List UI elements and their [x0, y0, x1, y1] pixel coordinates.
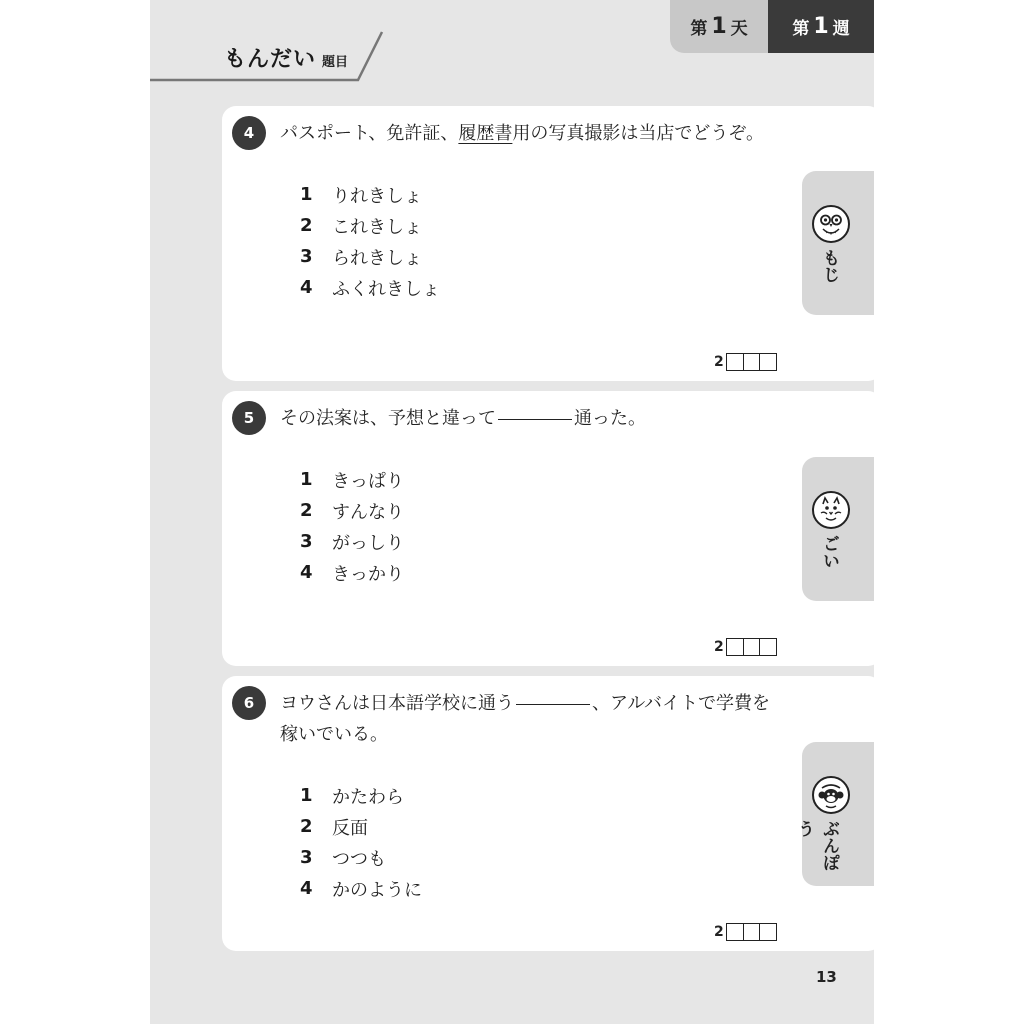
option-number: 2 [300, 500, 313, 521]
question-number-badge: 4 [232, 116, 266, 150]
option-label: きっぱり [332, 470, 404, 492]
question-text [280, 118, 800, 149]
question-text-part: 稼いでいる。 [280, 724, 388, 745]
underlined-word: 履歴書 [458, 123, 513, 144]
score-boxes [714, 923, 777, 941]
answer-options [300, 464, 404, 588]
option-number: 4 [300, 562, 313, 583]
check-box[interactable] [726, 923, 744, 941]
answer-option-4[interactable] [300, 873, 422, 904]
option-label: すんなり [332, 501, 404, 523]
question-card-5 [222, 391, 874, 666]
option-label: かのように [332, 879, 422, 901]
question-text-part: パスポート、免許証、 [280, 123, 459, 144]
side-tab-moji[interactable] [802, 171, 874, 315]
monkey-icon [812, 776, 850, 814]
option-label: つつも [332, 848, 386, 870]
score-points: 2 [714, 924, 724, 940]
check-box[interactable] [726, 353, 744, 371]
answer-options [300, 179, 440, 303]
answer-option-1[interactable] [300, 780, 422, 811]
check-box[interactable] [726, 638, 744, 656]
week-prefix: 第 [792, 19, 810, 39]
answer-option-3[interactable] [300, 241, 440, 272]
week-suffix: 週 [832, 19, 850, 39]
question-text-part: 通った。 [574, 408, 646, 429]
check-box[interactable] [743, 353, 761, 371]
check-box[interactable] [743, 923, 761, 941]
score-boxes [714, 638, 777, 656]
answer-option-1[interactable] [300, 179, 440, 210]
option-number: 2 [300, 816, 313, 837]
option-number: 4 [300, 878, 313, 899]
question-text [280, 403, 800, 434]
monkey-icon-graphic [814, 778, 848, 812]
day-suffix: 天 [730, 19, 748, 39]
option-number: 1 [300, 785, 313, 806]
option-label: がっしり [332, 532, 404, 554]
answer-option-4[interactable] [300, 272, 440, 303]
score-points: 2 [714, 639, 724, 655]
side-tab-goi[interactable] [802, 457, 874, 601]
option-label: きっかり [332, 563, 404, 585]
answer-options [300, 780, 422, 904]
owl-icon [812, 205, 850, 243]
section-title [150, 28, 390, 84]
squirrel-icon [812, 491, 850, 529]
week-tab [768, 0, 874, 53]
day-number: 1 [711, 14, 727, 39]
question-text-part: ヨウさんは日本語学校に通う [280, 693, 514, 714]
answer-blank [516, 703, 590, 705]
question-card-6 [222, 676, 874, 951]
score-points: 2 [714, 354, 724, 370]
question-card-4 [222, 106, 874, 381]
option-label: られきしょ [332, 247, 422, 269]
check-box[interactable] [759, 353, 777, 371]
option-label: 反面 [332, 817, 368, 839]
question-text-part: その法案は、予想と違って [280, 408, 496, 429]
question-number-badge: 6 [232, 686, 266, 720]
title-sub: 題目 [322, 55, 349, 70]
check-box[interactable] [759, 638, 777, 656]
option-number: 2 [300, 215, 313, 236]
check-box[interactable] [743, 638, 761, 656]
squirrel-icon-graphic [814, 493, 848, 527]
option-number: 3 [300, 246, 313, 267]
answer-option-3[interactable] [300, 842, 422, 873]
answer-option-2[interactable] [300, 210, 440, 241]
side-tab-label: もじ [819, 249, 839, 283]
option-number: 3 [300, 847, 313, 868]
option-label: かたわら [332, 786, 404, 808]
question-number-badge: 5 [232, 401, 266, 435]
question-text-part: 、アルバイトで学費を [592, 693, 771, 714]
day-prefix: 第 [690, 19, 708, 39]
question-text-part: 用の写真撮影は当店でどうぞ。 [512, 123, 765, 144]
option-label: ふくれきしょ [332, 278, 440, 300]
answer-blank [498, 418, 572, 420]
answer-option-2[interactable] [300, 811, 422, 842]
side-tab-label: ごい [819, 535, 839, 569]
day-tab [670, 0, 768, 53]
option-number: 1 [300, 469, 313, 490]
option-number: 1 [300, 184, 313, 205]
workbook-page [150, 0, 874, 1024]
owl-icon-graphic [814, 207, 848, 241]
answer-option-2[interactable] [300, 495, 404, 526]
score-boxes [714, 353, 777, 371]
answer-option-3[interactable] [300, 526, 404, 557]
check-box[interactable] [759, 923, 777, 941]
side-tab-bunpou[interactable] [794, 742, 874, 886]
answer-option-1[interactable] [300, 464, 404, 495]
answer-option-4[interactable] [300, 557, 404, 588]
question-text [280, 688, 800, 750]
option-label: これきしょ [332, 216, 422, 238]
option-number: 4 [300, 277, 313, 298]
week-number: 1 [813, 14, 829, 39]
side-tab-label: ぶんぽう [794, 820, 839, 871]
title-main: もんだい [224, 47, 317, 72]
option-number: 3 [300, 531, 313, 552]
option-label: りれきしょ [332, 185, 422, 207]
page-number: 13 [816, 968, 837, 986]
